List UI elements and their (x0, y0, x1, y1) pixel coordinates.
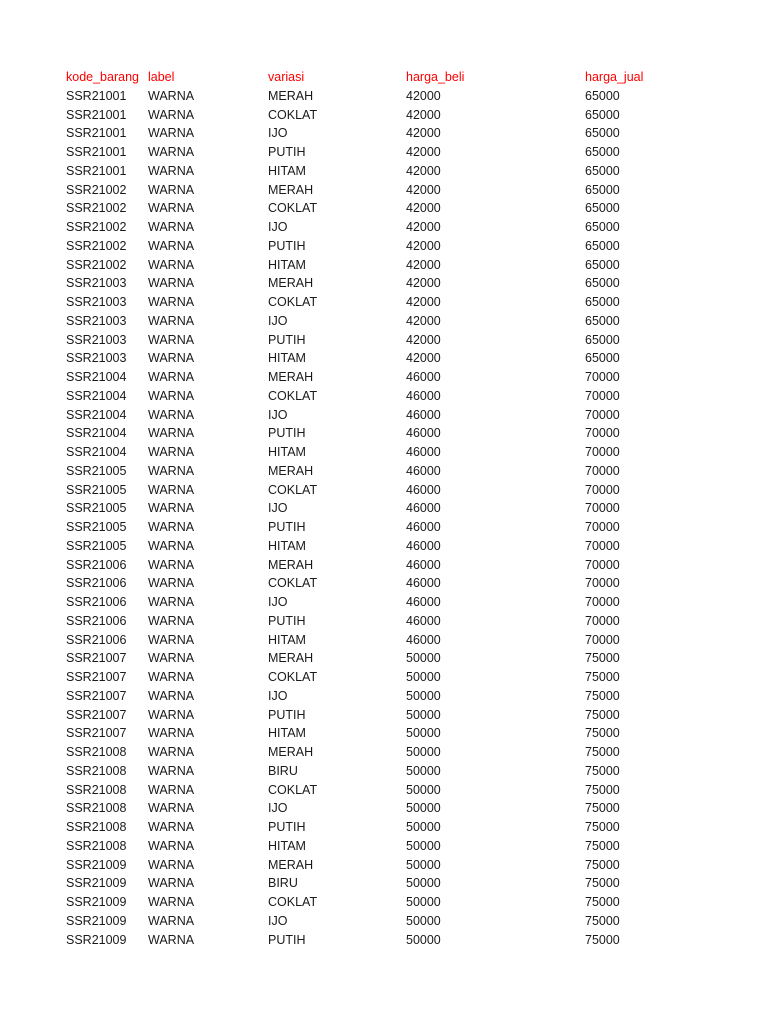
cell-variasi: HITAM (268, 838, 306, 853)
cell-harga-jual: 70000 (585, 632, 620, 647)
cell-variasi: PUTIH (268, 238, 306, 253)
cell-variasi: IJO (268, 501, 288, 516)
cell-kode-barang: SSR21005 (66, 501, 127, 516)
cell-kode-barang: SSR21005 (66, 463, 127, 478)
cell-harga-jual: 65000 (585, 201, 620, 216)
table-row (66, 893, 706, 912)
cell-harga-beli: 42000 (406, 313, 441, 328)
table-row (66, 237, 706, 256)
cell-harga-beli: 46000 (406, 576, 441, 591)
cell-harga-beli: 42000 (406, 276, 441, 291)
table-row (66, 462, 706, 481)
table-row (66, 518, 706, 537)
cell-kode-barang: SSR21006 (66, 595, 127, 609)
cell-kode-barang: SSR21006 (66, 613, 127, 628)
cell-label: WARNA (148, 876, 195, 891)
cell-kode-barang: SSR21001 (66, 88, 127, 103)
cell-variasi: BIRU (268, 876, 298, 891)
cell-harga-beli: 42000 (406, 351, 441, 366)
cell-harga-beli: 50000 (406, 726, 441, 741)
cell-kode-barang: SSR21005 (66, 520, 127, 534)
cell-harga-beli: 46000 (406, 557, 441, 572)
cell-label: WARNA (148, 88, 195, 103)
cell-variasi: MERAH (268, 745, 314, 759)
cell-kode-barang: SSR21004 (66, 388, 127, 403)
cell-label: WARNA (148, 538, 195, 553)
cell-harga-beli: 50000 (406, 876, 441, 891)
table-row (66, 537, 706, 556)
table-row (66, 556, 706, 575)
table-row (66, 912, 706, 931)
cell-kode-barang: SSR21003 (66, 276, 127, 291)
table-row (66, 387, 706, 406)
cell-kode-barang: SSR21008 (66, 820, 127, 834)
table-body (66, 87, 706, 950)
table-row (66, 406, 706, 425)
cell-harga-beli: 46000 (406, 520, 441, 534)
cell-kode-barang: SSR21009 (66, 857, 127, 872)
table-row (66, 574, 706, 593)
cell-harga-beli: 42000 (406, 295, 441, 309)
cell-harga-beli: 50000 (406, 651, 441, 666)
cell-kode-barang: SSR21002 (66, 238, 127, 253)
cell-harga-beli: 50000 (406, 801, 441, 816)
table-row (66, 124, 706, 143)
cell-kode-barang: SSR21009 (66, 913, 127, 928)
cell-harga-jual: 65000 (585, 220, 620, 234)
cell-label: WARNA (148, 913, 195, 928)
cell-harga-jual: 75000 (585, 763, 620, 778)
cell-harga-beli: 46000 (406, 463, 441, 478)
table-row (66, 349, 706, 368)
cell-harga-jual: 75000 (585, 820, 620, 834)
cell-variasi: MERAH (268, 651, 314, 666)
cell-variasi: PUTIH (268, 145, 306, 159)
cell-label: WARNA (148, 145, 195, 159)
cell-harga-jual: 70000 (585, 426, 620, 441)
cell-harga-beli: 42000 (406, 257, 441, 272)
cell-kode-barang: SSR21008 (66, 801, 127, 816)
cell-harga-jual: 75000 (585, 688, 620, 703)
table-row (66, 631, 706, 650)
cell-label: WARNA (148, 501, 195, 516)
cell-label: WARNA (148, 295, 195, 309)
table-row (66, 274, 706, 293)
cell-harga-jual: 70000 (585, 501, 620, 516)
table-row (66, 706, 706, 725)
cell-harga-jual: 70000 (585, 538, 620, 553)
header-variasi: variasi (268, 70, 305, 84)
cell-label: WARNA (148, 688, 195, 703)
cell-variasi: COKLAT (268, 670, 318, 684)
cell-harga-jual: 75000 (585, 857, 620, 872)
cell-label: WARNA (148, 463, 195, 478)
table-row (66, 668, 706, 687)
cell-kode-barang: SSR21006 (66, 632, 127, 647)
table-row (66, 612, 706, 631)
cell-harga-jual: 70000 (585, 445, 620, 459)
table-row (66, 856, 706, 875)
cell-harga-beli: 50000 (406, 782, 441, 797)
cell-harga-beli: 42000 (406, 145, 441, 159)
cell-harga-jual: 70000 (585, 388, 620, 403)
cell-harga-jual: 65000 (585, 351, 620, 366)
cell-harga-jual: 75000 (585, 913, 620, 928)
cell-label: WARNA (148, 895, 195, 909)
cell-label: WARNA (148, 182, 195, 197)
cell-variasi: BIRU (268, 763, 298, 778)
cell-variasi: MERAH (268, 88, 314, 103)
cell-variasi: COKLAT (268, 107, 318, 122)
cell-label: WARNA (148, 520, 195, 534)
cell-variasi: PUTIH (268, 707, 306, 722)
cell-label: WARNA (148, 126, 195, 141)
table-row (66, 162, 706, 181)
cell-label: WARNA (148, 932, 195, 947)
header-kode-barang: kode_barang (66, 70, 139, 84)
cell-kode-barang: SSR21006 (66, 557, 127, 572)
cell-harga-jual: 75000 (585, 670, 620, 684)
table-row (66, 181, 706, 200)
table-row (66, 256, 706, 275)
cell-variasi: PUTIH (268, 932, 306, 947)
cell-harga-jual: 75000 (585, 895, 620, 909)
cell-harga-beli: 50000 (406, 745, 441, 759)
table-row (66, 762, 706, 781)
cell-harga-jual: 65000 (585, 182, 620, 197)
table-row (66, 799, 706, 818)
cell-label: WARNA (148, 838, 195, 853)
cell-label: WARNA (148, 557, 195, 572)
cell-harga-beli: 50000 (406, 670, 441, 684)
cell-harga-jual: 70000 (585, 595, 620, 609)
cell-harga-beli: 50000 (406, 763, 441, 778)
cell-label: WARNA (148, 595, 195, 609)
header-label: label (148, 70, 175, 84)
cell-kode-barang: SSR21002 (66, 201, 127, 216)
cell-variasi: IJO (268, 407, 288, 422)
cell-harga-jual: 70000 (585, 482, 620, 497)
cell-label: WARNA (148, 651, 195, 666)
table-row (66, 424, 706, 443)
cell-kode-barang: SSR21007 (66, 707, 127, 722)
cell-kode-barang: SSR21009 (66, 932, 127, 947)
cell-harga-beli: 50000 (406, 688, 441, 703)
cell-label: WARNA (148, 332, 195, 347)
cell-kode-barang: SSR21008 (66, 838, 127, 853)
cell-label: WARNA (148, 745, 195, 759)
cell-kode-barang: SSR21008 (66, 782, 127, 797)
cell-harga-beli: 42000 (406, 220, 441, 234)
cell-label: WARNA (148, 426, 195, 441)
cell-harga-jual: 65000 (585, 332, 620, 347)
cell-harga-jual: 70000 (585, 557, 620, 572)
cell-harga-beli: 50000 (406, 820, 441, 834)
cell-kode-barang: SSR21009 (66, 895, 127, 909)
cell-variasi: HITAM (268, 351, 306, 366)
table-row (66, 368, 706, 387)
cell-variasi: COKLAT (268, 388, 318, 403)
cell-harga-beli: 46000 (406, 370, 441, 384)
cell-kode-barang: SSR21004 (66, 445, 127, 459)
cell-kode-barang: SSR21005 (66, 482, 127, 497)
cell-label: WARNA (148, 482, 195, 497)
table-row (66, 293, 706, 312)
cell-harga-beli: 46000 (406, 595, 441, 609)
cell-harga-beli: 50000 (406, 857, 441, 872)
cell-kode-barang: SSR21005 (66, 538, 127, 553)
cell-harga-beli: 50000 (406, 932, 441, 947)
cell-kode-barang: SSR21007 (66, 651, 127, 666)
table-row (66, 781, 706, 800)
cell-harga-beli: 50000 (406, 913, 441, 928)
cell-label: WARNA (148, 407, 195, 422)
cell-harga-jual: 75000 (585, 707, 620, 722)
cell-variasi: MERAH (268, 557, 314, 572)
cell-label: WARNA (148, 276, 195, 291)
cell-kode-barang: SSR21002 (66, 257, 127, 272)
cell-label: WARNA (148, 220, 195, 234)
cell-harga-beli: 42000 (406, 126, 441, 141)
table-row (66, 649, 706, 668)
table-row (66, 481, 706, 500)
cell-kode-barang: SSR21007 (66, 688, 127, 703)
table-row (66, 837, 706, 856)
cell-harga-jual: 65000 (585, 126, 620, 141)
cell-variasi: IJO (268, 126, 288, 141)
cell-harga-beli: 42000 (406, 88, 441, 103)
table-row (66, 143, 706, 162)
cell-harga-beli: 50000 (406, 707, 441, 722)
cell-kode-barang: SSR21001 (66, 107, 127, 122)
cell-variasi: PUTIH (268, 613, 306, 628)
cell-harga-jual: 70000 (585, 407, 620, 422)
table-row (66, 499, 706, 518)
cell-harga-beli: 42000 (406, 238, 441, 253)
cell-variasi: MERAH (268, 857, 314, 872)
cell-variasi: HITAM (268, 445, 306, 459)
cell-harga-beli: 42000 (406, 163, 441, 178)
cell-variasi: HITAM (268, 726, 306, 741)
cell-harga-jual: 65000 (585, 238, 620, 253)
cell-label: WARNA (148, 388, 195, 403)
cell-harga-jual: 70000 (585, 613, 620, 628)
table-row (66, 199, 706, 218)
cell-variasi: HITAM (268, 632, 306, 647)
cell-variasi: HITAM (268, 257, 306, 272)
cell-label: WARNA (148, 782, 195, 797)
cell-harga-beli: 42000 (406, 182, 441, 197)
cell-harga-jual: 65000 (585, 257, 620, 272)
cell-variasi: PUTIH (268, 820, 306, 834)
cell-harga-beli: 46000 (406, 407, 441, 422)
cell-harga-jual: 65000 (585, 88, 620, 103)
cell-label: WARNA (148, 726, 195, 741)
cell-harga-beli: 46000 (406, 445, 441, 459)
cell-label: WARNA (148, 801, 195, 816)
table-row (66, 218, 706, 237)
cell-kode-barang: SSR21001 (66, 126, 127, 141)
cell-variasi: IJO (268, 801, 288, 816)
cell-kode-barang: SSR21003 (66, 295, 127, 309)
table-row (66, 818, 706, 837)
cell-label: WARNA (148, 763, 195, 778)
cell-kode-barang: SSR21009 (66, 876, 127, 891)
cell-kode-barang: SSR21003 (66, 351, 127, 366)
cell-variasi: HITAM (268, 538, 306, 553)
cell-label: WARNA (148, 707, 195, 722)
cell-harga-jual: 75000 (585, 932, 620, 947)
cell-harga-jual: 75000 (585, 782, 620, 797)
cell-harga-jual: 75000 (585, 745, 620, 759)
table-row (66, 724, 706, 743)
cell-variasi: HITAM (268, 163, 306, 178)
cell-label: WARNA (148, 107, 195, 122)
cell-variasi: IJO (268, 595, 288, 609)
cell-label: WARNA (148, 370, 195, 384)
cell-variasi: IJO (268, 313, 288, 328)
cell-harga-jual: 70000 (585, 576, 620, 591)
table-row (66, 87, 706, 106)
cell-harga-beli: 46000 (406, 482, 441, 497)
cell-harga-jual: 75000 (585, 876, 620, 891)
cell-kode-barang: SSR21007 (66, 670, 127, 684)
cell-harga-jual: 65000 (585, 276, 620, 291)
cell-harga-beli: 46000 (406, 426, 441, 441)
cell-harga-jual: 75000 (585, 651, 620, 666)
cell-harga-beli: 42000 (406, 107, 441, 122)
cell-kode-barang: SSR21006 (66, 576, 127, 591)
cell-variasi: COKLAT (268, 482, 318, 497)
cell-harga-beli: 46000 (406, 388, 441, 403)
cell-label: WARNA (148, 445, 195, 459)
cell-harga-jual: 65000 (585, 107, 620, 122)
table-row (66, 931, 706, 950)
cell-kode-barang: SSR21001 (66, 145, 127, 159)
cell-harga-jual: 70000 (585, 370, 620, 384)
cell-label: WARNA (148, 313, 195, 328)
cell-kode-barang: SSR21001 (66, 163, 127, 178)
cell-kode-barang: SSR21004 (66, 407, 127, 422)
spreadsheet-table (66, 68, 706, 949)
cell-variasi: IJO (268, 220, 288, 234)
cell-variasi: MERAH (268, 370, 314, 384)
cell-variasi: IJO (268, 688, 288, 703)
cell-kode-barang: SSR21008 (66, 745, 127, 759)
cell-variasi: COKLAT (268, 295, 318, 309)
cell-harga-jual: 65000 (585, 163, 620, 178)
cell-harga-jual: 70000 (585, 520, 620, 534)
cell-label: WARNA (148, 670, 195, 684)
cell-label: WARNA (148, 257, 195, 272)
cell-harga-beli: 46000 (406, 613, 441, 628)
cell-harga-beli: 50000 (406, 838, 441, 853)
table-row (66, 443, 706, 462)
cell-harga-jual: 65000 (585, 145, 620, 159)
cell-variasi: COKLAT (268, 201, 318, 216)
cell-label: WARNA (148, 201, 195, 216)
table-row (66, 687, 706, 706)
cell-label: WARNA (148, 857, 195, 872)
cell-label: WARNA (148, 351, 195, 366)
cell-variasi: PUTIH (268, 332, 306, 347)
cell-variasi: MERAH (268, 463, 314, 478)
cell-variasi: IJO (268, 913, 288, 928)
table-row (66, 874, 706, 893)
cell-harga-jual: 65000 (585, 295, 620, 309)
cell-kode-barang: SSR21002 (66, 182, 127, 197)
cell-label: WARNA (148, 632, 195, 647)
cell-label: WARNA (148, 576, 195, 591)
cell-harga-beli: 42000 (406, 201, 441, 216)
cell-harga-jual: 75000 (585, 838, 620, 853)
header-harga-beli: harga_beli (406, 70, 465, 84)
cell-harga-jual: 70000 (585, 463, 620, 478)
cell-kode-barang: SSR21003 (66, 313, 127, 328)
cell-variasi: PUTIH (268, 426, 306, 441)
cell-kode-barang: SSR21004 (66, 426, 127, 441)
table-row (66, 743, 706, 762)
cell-label: WARNA (148, 238, 195, 253)
cell-kode-barang: SSR21002 (66, 220, 127, 234)
cell-variasi: MERAH (268, 276, 314, 291)
cell-harga-jual: 65000 (585, 313, 620, 328)
table-row (66, 593, 706, 612)
cell-label: WARNA (148, 163, 195, 178)
table-header-row (66, 68, 706, 87)
table-row (66, 106, 706, 125)
cell-harga-beli: 42000 (406, 332, 441, 347)
cell-label: WARNA (148, 613, 195, 628)
cell-variasi: COKLAT (268, 895, 318, 909)
cell-harga-beli: 46000 (406, 501, 441, 516)
table-row (66, 312, 706, 331)
cell-kode-barang: SSR21007 (66, 726, 127, 741)
cell-label: WARNA (148, 820, 195, 834)
table-row (66, 331, 706, 350)
cell-variasi: COKLAT (268, 782, 318, 797)
cell-harga-beli: 46000 (406, 632, 441, 647)
cell-variasi: PUTIH (268, 520, 306, 534)
cell-harga-jual: 75000 (585, 801, 620, 816)
cell-harga-jual: 75000 (585, 726, 620, 741)
cell-kode-barang: SSR21003 (66, 332, 127, 347)
cell-kode-barang: SSR21008 (66, 763, 127, 778)
cell-harga-beli: 50000 (406, 895, 441, 909)
cell-variasi: MERAH (268, 182, 314, 197)
cell-variasi: COKLAT (268, 576, 318, 591)
cell-kode-barang: SSR21004 (66, 370, 127, 384)
cell-harga-beli: 46000 (406, 538, 441, 553)
header-harga-jual: harga_jual (585, 70, 644, 84)
